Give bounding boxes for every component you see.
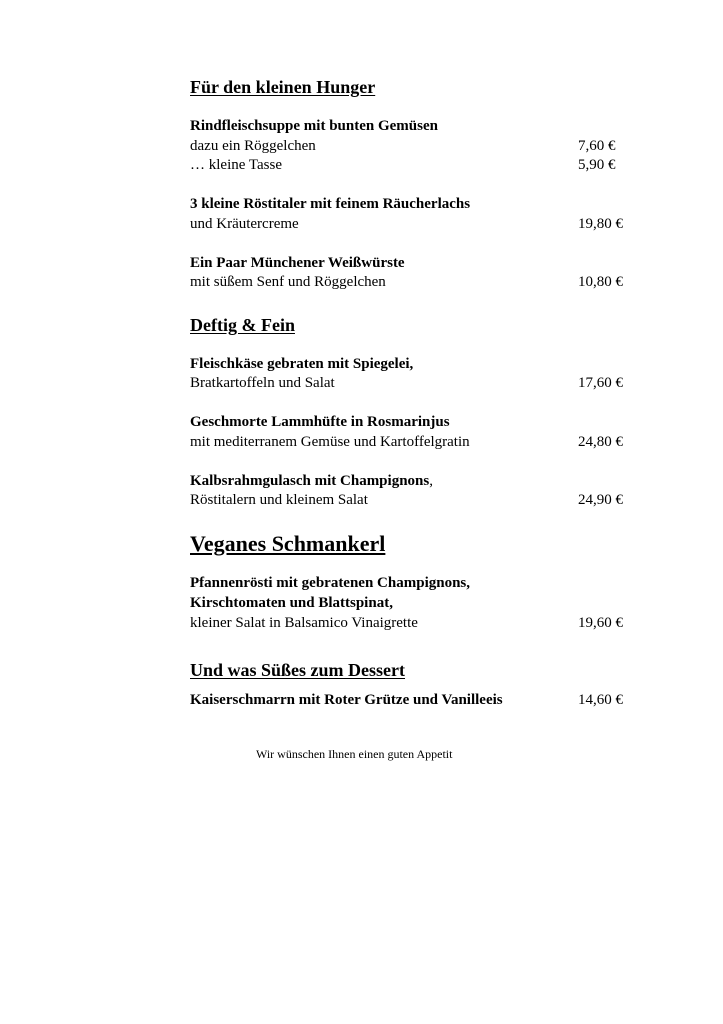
dish-description: mit mediterranem Gemüse und Kartoffelgratin xyxy=(190,434,470,450)
dish-title-text: Kalbsrahmgulasch mit Champignons xyxy=(190,473,430,489)
dish-price: 5,90 € xyxy=(578,157,616,173)
dish-price: 14,60 € xyxy=(578,692,623,708)
dish-price: 10,80 € xyxy=(578,274,623,290)
dish-description: und Kräutercreme xyxy=(190,216,299,232)
dish-title-comma: , xyxy=(429,473,433,489)
dish-description: kleiner Salat in Balsamico Vinaigrette xyxy=(190,615,418,631)
dish-price: 17,60 € xyxy=(578,375,623,391)
dish-title: 3 kleine Röstitaler mit feinem Räucherlachs xyxy=(190,196,471,212)
dish-price: 24,80 € xyxy=(578,434,623,450)
dish-description: Bratkartoffeln und Salat xyxy=(190,375,335,391)
dish-description: Röstitalern und kleinem Salat xyxy=(190,492,368,508)
dish-description: mit süßem Senf und Röggelchen xyxy=(190,274,386,290)
dish-description: … kleine Tasse xyxy=(190,157,282,173)
footer-greeting: Wir wünschen Ihnen einen guten Appetit xyxy=(256,747,453,761)
dish-title: Pfannenrösti mit gebratenen Champignons, xyxy=(190,575,471,591)
section-heading-dessert: Und was Süßes zum Dessert xyxy=(190,660,406,680)
dish-title: Geschmorte Lammhüfte in Rosmarinjus xyxy=(190,414,450,430)
dish-price: 24,90 € xyxy=(578,492,623,508)
dish-title: Rindfleischsuppe mit bunten Gemüsen xyxy=(190,118,438,134)
dish-price: 19,60 € xyxy=(578,615,623,631)
section-heading-vegan: Veganes Schmankerl xyxy=(190,531,386,556)
section-heading-small-hunger: Für den kleinen Hunger xyxy=(190,77,376,97)
dish-price: 7,60 € xyxy=(578,138,616,154)
dish-title xyxy=(190,474,433,489)
dish-price: 19,80 € xyxy=(578,216,623,232)
section-heading-deftig-fein: Deftig & Fein xyxy=(190,315,295,335)
dish-title-line2: Kirschtomaten und Blattspinat, xyxy=(190,595,393,611)
dish-title: Kaiserschmarrn mit Roter Grütze und Vanilleeis xyxy=(190,692,503,708)
dish-description: dazu ein Röggelchen xyxy=(190,138,316,154)
dish-title: Ein Paar Münchener Weißwürste xyxy=(190,255,405,271)
dish-title: Fleischkäse gebraten mit Spiegelei, xyxy=(190,356,414,372)
